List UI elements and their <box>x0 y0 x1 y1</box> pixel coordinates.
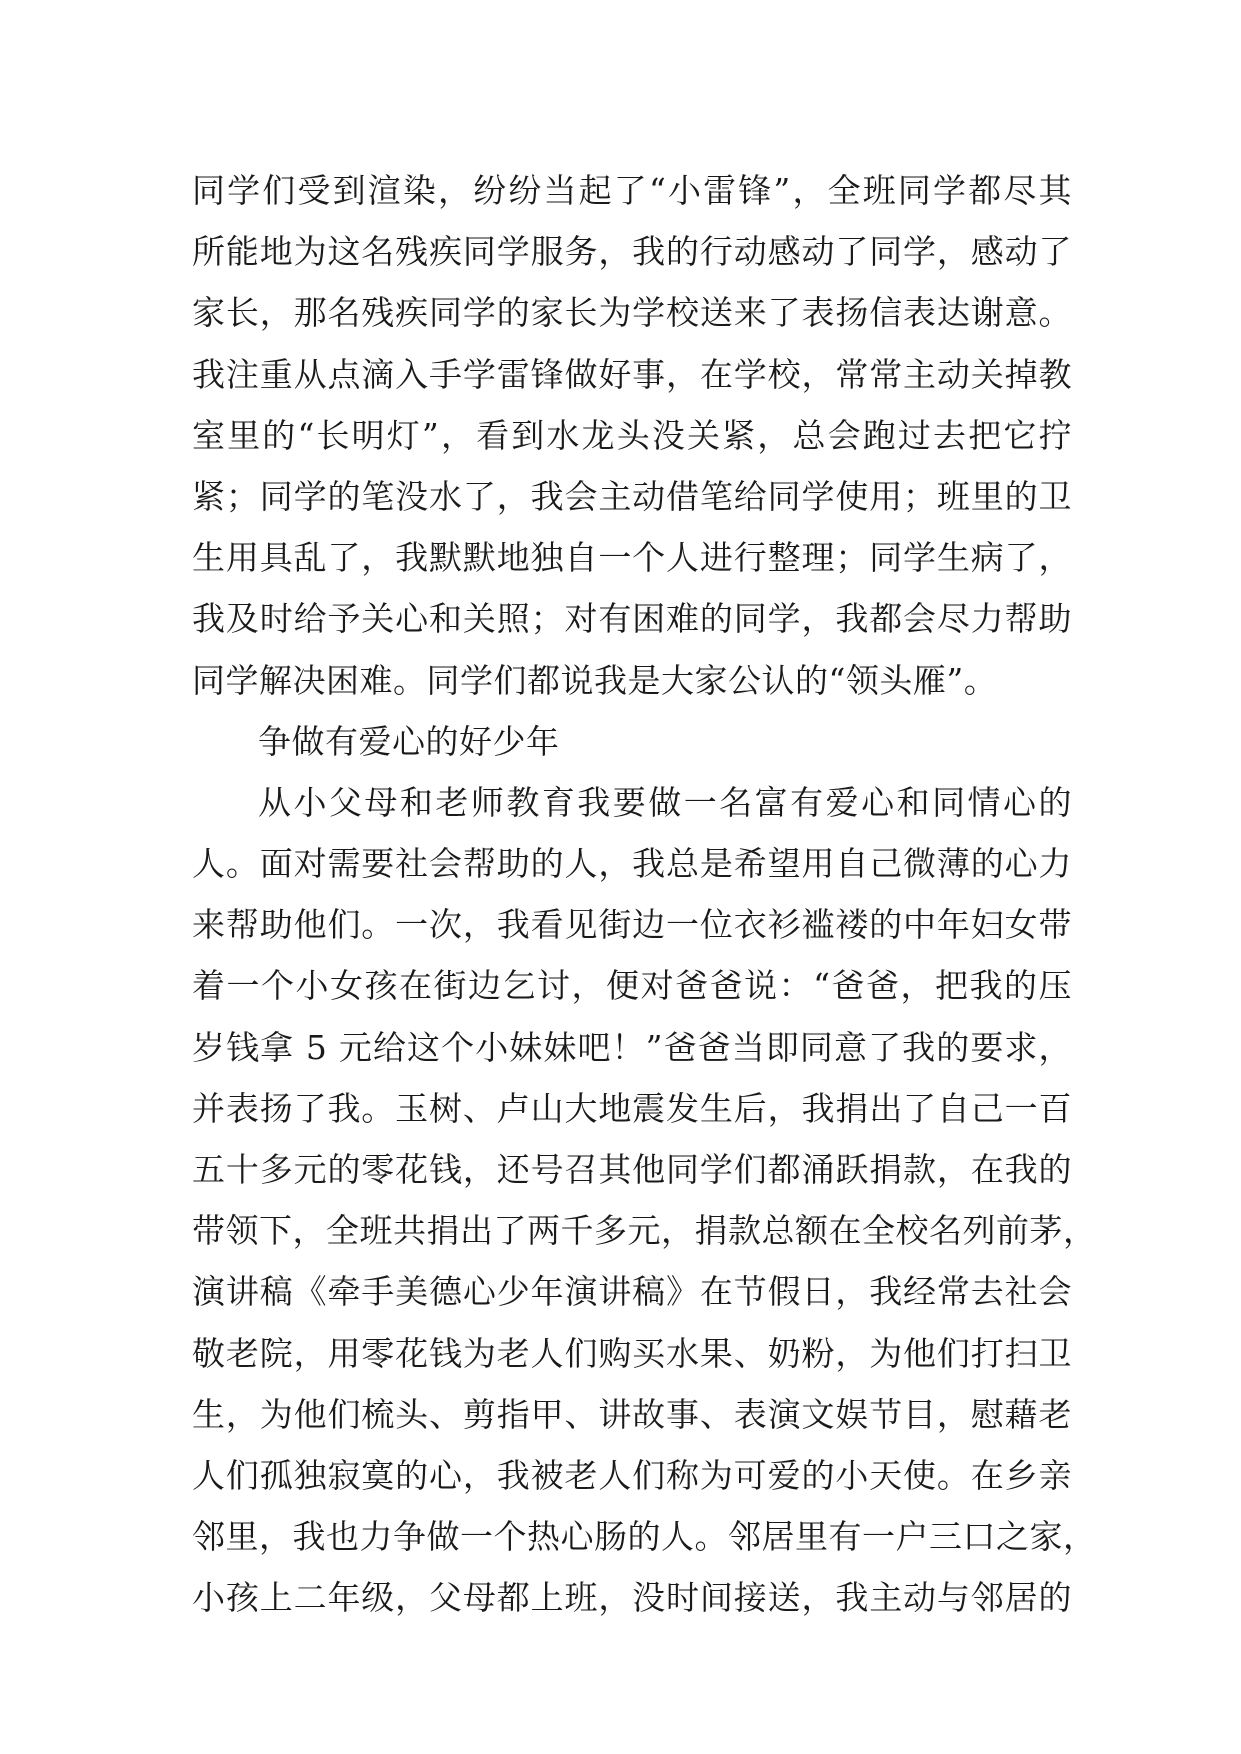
text-line: 敬老院，用零花钱为老人们购买水果、奶粉，为他们打扫卫 <box>192 1333 1072 1373</box>
text-line: 紧；同学的笔没水了，我会主动借笔给同学使用；班里的卫 <box>192 476 1072 516</box>
text-line: 带领下，全班共捐出了两千多元，捐款总额在全校名列前茅， <box>192 1211 1097 1251</box>
text-line: 五十多元的零花钱，还号召其他同学们都涌跃捐款，在我的 <box>192 1150 1072 1189</box>
text-line: 生用具乱了，我默默地独自一个人进行整理；同学生病了， <box>192 538 1072 578</box>
text-line: 室里的“长明灯”，看到水龙头没关紧，总会跑过去把它拧 <box>192 415 1072 455</box>
text-line: 家长，那名残疾同学的家长为学校送来了表扬信表达谢意。 <box>192 293 1072 333</box>
section-heading: 争做有爱心的好少年 <box>258 721 560 761</box>
text-line: 我注重从点滴入手学雷锋做好事，在学校，常常主动关掉教 <box>192 354 1072 394</box>
text-line: 同学解决困难。同学们都说我是大家公认的“领头雁”。 <box>192 660 998 700</box>
text-line: 小孩上二年级，父母都上班，没时间接送，我主动与邻居的 <box>192 1578 1072 1618</box>
text-line: 所能地为这名残疾同学服务，我的行动感动了同学，感动了 <box>192 232 1072 272</box>
text-line: 生，为他们梳头、剪指甲、讲故事、表演文娱节目，慰藉老 <box>192 1394 1072 1434</box>
text-line: 邻里，我也力争做一个热心肠的人。邻居里有一户三口之家， <box>192 1517 1097 1557</box>
text-line: 并表扬了我。玉树、卢山大地震发生后，我捐出了自己一百 <box>192 1088 1072 1128</box>
text-line: 同学们受到渲染，纷纷当起了“小雷锋”，全班同学都尽其 <box>192 171 1072 210</box>
text-line: 着一个小女孩在街边乞讨，便对爸爸说：“爸爸，把我的压 <box>192 966 1072 1006</box>
text-line: 岁钱拿 5 元给这个小妹妹吧！”爸爸当即同意了我的要求， <box>192 1027 1072 1067</box>
text-line: 来帮助他们。一次，我看见街边一位衣衫褴褛的中年妇女带 <box>192 905 1072 945</box>
text-line: 我及时给予关心和关照；对有困难的同学，我都会尽力帮助 <box>192 599 1072 639</box>
text-line: 演讲稿《牵手美德心少年演讲稿》在节假日，我经常去社会 <box>192 1272 1072 1312</box>
text-line: 人。面对需要社会帮助的人，我总是希望用自己微薄的心力 <box>192 844 1072 884</box>
body-text <box>192 160 1097 1629</box>
text-line: 人们孤独寂寞的心，我被老人们称为可爱的小天使。在乡亲 <box>192 1455 1072 1495</box>
text-line: 从小父母和老师教育我要做一名富有爱心和同情心的 <box>258 782 1072 822</box>
